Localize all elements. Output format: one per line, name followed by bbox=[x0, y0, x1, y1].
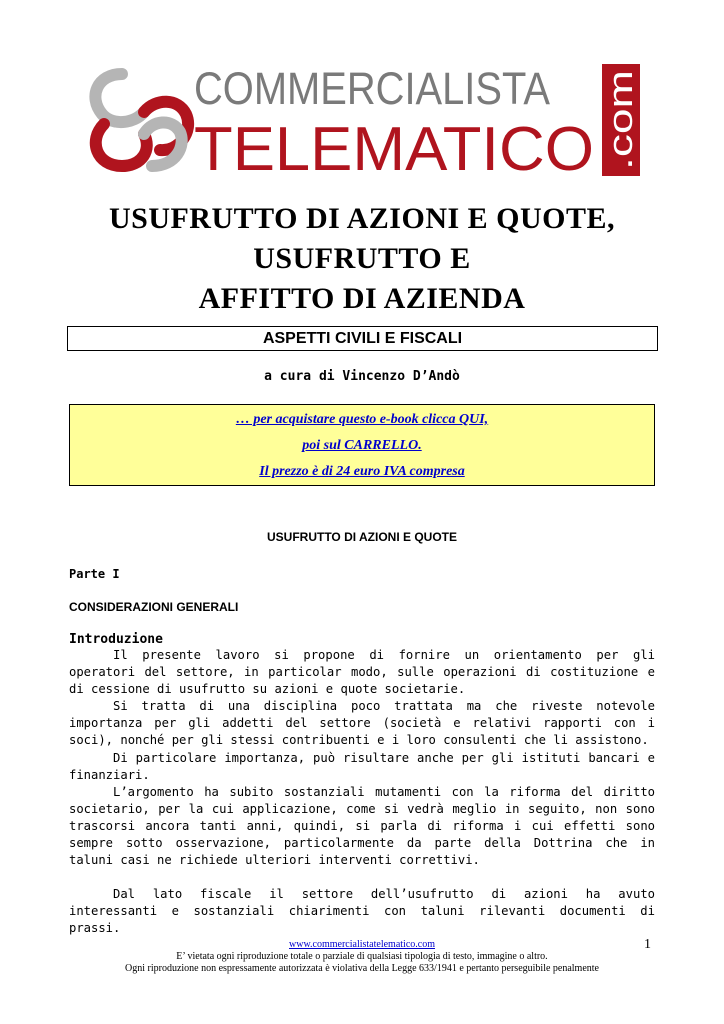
page-number: 1 bbox=[644, 937, 651, 952]
paragraph: Il presente lavoro si propone di fornire un orientamento per gli operatori del settore, in particolar modo, sulle operazioni di costituzione e di cessione di usufrutto su azioni e quote societarie. bbox=[69, 648, 655, 697]
logo-line2: TELEMATICO bbox=[194, 115, 594, 177]
page-footer bbox=[0, 939, 724, 975]
document-title bbox=[40, 199, 684, 319]
body-text bbox=[69, 647, 655, 938]
subtitle-box: ASPETTI CIVILI E FISCALI bbox=[67, 326, 658, 351]
section-title: USUFRUTTO DI AZIONI E QUOTE bbox=[266, 530, 457, 544]
author-line: a cura di Vincenzo D’Andò bbox=[264, 369, 460, 384]
part-heading: Parte I bbox=[69, 567, 120, 581]
title-line-1: USUFRUTTO DI AZIONI E QUOTE, bbox=[108, 202, 616, 235]
logo-com-text: .com bbox=[602, 96, 640, 170]
paragraph: Dal lato fiscale il settore dell’usufrutto di azioni ha avuto interessanti e sostanziali chiarimenti con taluni rilevanti documenti di prassi. bbox=[69, 887, 655, 936]
intro-heading: Introduzione bbox=[69, 632, 163, 647]
chain-link-icon bbox=[95, 74, 188, 166]
footer-copyright-line-1: E’ vietata ogni riproduzione totale o parziale di qualsiasi tipologia di testo, immagine o altro. bbox=[176, 951, 548, 962]
buy-ebook-link[interactable]: … per acquistare questo e-book clicca QUI, bbox=[235, 412, 489, 427]
footer-website-link[interactable]: www.commercialistatelematico.com bbox=[289, 939, 435, 950]
logo-graphic bbox=[82, 62, 642, 177]
considerations-heading: CONSIDERAZIONI GENERALI bbox=[69, 600, 239, 614]
paragraph: Si tratta di una disciplina poco trattata ma che riveste notevole importanza per gli addetti del settore (società e relativi rapporti con i soci), nonché per gli stessi contribuenti e i loro consulenti che li assistono. bbox=[69, 699, 655, 748]
paragraph: Di particolare importanza, può risultare anche per gli istituti bancari e finanziari. bbox=[69, 750, 655, 782]
cart-link[interactable]: poi sul CARRELLO. bbox=[302, 438, 422, 453]
brand-logo bbox=[82, 62, 642, 177]
price-link[interactable]: Il prezzo è di 24 euro IVA compresa bbox=[259, 464, 465, 479]
title-line-2: USUFRUTTO E bbox=[253, 242, 471, 275]
footer-copyright-line-2: Ogni riproduzione non espressamente autorizzata è violativa della Legge 633/1941 e pertanto perseguibile penalmente bbox=[125, 963, 599, 974]
promo-box bbox=[69, 404, 655, 486]
paragraph: L’argomento ha subito sostanziali mutamenti con la riforma del diritto societario, per la cui applicazione, come si vedrà meglio in seguito, non sono trascorsi ancora tanti anni, quindi, si parla di riforma i cui effetti sono sempre sotto osservazione, particolarmente da parte della Dottrina che in taluni casi ne richiede ulteriori interventi correttivi. bbox=[69, 784, 655, 868]
logo-line1: COMMERCIALISTA bbox=[194, 63, 550, 114]
title-line-3: AFFITTO DI AZIENDA bbox=[198, 282, 526, 315]
